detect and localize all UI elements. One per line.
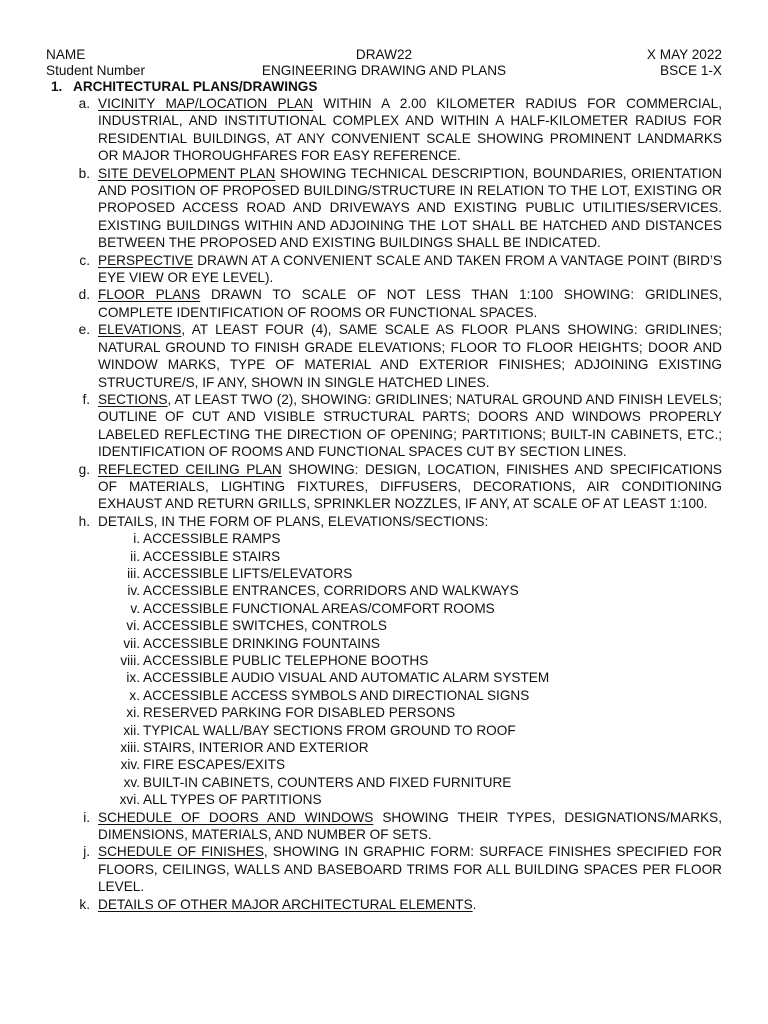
subitem-text: ACCESSIBLE SWITCHES, CONTROLS <box>143 618 387 634</box>
subitem-text: ACCESSIBLE AUDIO VISUAL AND AUTOMATIC ALARM SYSTEM <box>143 670 550 686</box>
section-number: 1. <box>51 79 63 94</box>
sublist-item <box>120 565 722 582</box>
section-title: ARCHITECTURAL PLANS/DRAWINGS <box>73 79 318 94</box>
item-title: PERSPECTIVE <box>98 252 194 268</box>
subitem-text: ACCESSIBLE DRINKING FOUNTAINS <box>143 635 380 651</box>
subitem-text: ACCESSIBLE FUNCTIONAL AREAS/COMFORT ROOMS <box>143 600 495 616</box>
item-title: SCHEDULE OF DOORS AND WINDOWS <box>98 809 374 825</box>
subitem-text: ACCESSIBLE PUBLIC TELEPHONE BOOTHS <box>143 653 429 668</box>
item-text: DRAWN TO SCALE OF NOT LESS THAN 1:100 SHOWING: GRIDLINES, COMPLETE IDENTIFICATION OF ROOMS OR FUNCTIONAL SPACES. <box>98 287 722 320</box>
subitem-text: STAIRS, INTERIOR AND EXTERIOR <box>143 740 369 756</box>
sublist-item <box>120 739 722 756</box>
subitem-text: BUILT-IN CABINETS, COUNTERS AND FIXED FURNITURE <box>143 774 512 790</box>
item-text: DRAWN AT A CONVENIENT SCALE AND TAKEN FROM A VANTAGE POINT (BIRD’S EYE VIEW OR EYE LEVEL). <box>98 252 722 286</box>
subitem-marker: xii. <box>123 722 140 738</box>
item-marker: f. <box>82 391 90 407</box>
item-title: SECTIONS <box>98 391 168 407</box>
item-text: , AT LEAST FOUR (4), SAME SCALE AS FLOOR PLANS SHOWING: GRIDLINES; NATURAL GROUND TO FINISH GRADE ELEVATIONS; FLOOR TO FLOOR HEIGHTS; DOOR AND WINDOW MARKS, TYPE OF MATERIAL AND EXTERIOR FINISHES; ADJOINING EXISTING STRUCTURE/S, IF ANY, SHOWN IN SINGLE HATCHED LINES. <box>98 322 722 390</box>
sublist-item <box>120 722 722 739</box>
course-title: ENGINEERING DRAWING AND PLANS <box>261 63 507 78</box>
sublist-item <box>120 704 722 721</box>
item-text: . <box>472 896 477 912</box>
list-item <box>76 95 722 165</box>
item-title: FLOOR PLANS <box>98 287 201 303</box>
student-number-label: Student Number <box>46 63 145 78</box>
sublist-item <box>120 791 722 808</box>
item-title: DETAILS OF OTHER MAJOR ARCHITECTURAL ELEMENTS <box>98 896 473 912</box>
list-item <box>76 809 722 844</box>
subitem-text: FIRE ESCAPES/EXITS <box>143 757 286 773</box>
list-item <box>76 513 722 809</box>
requirements-list <box>76 95 722 913</box>
list-item <box>76 391 722 461</box>
subitem-marker: ix. <box>126 670 140 686</box>
details-sublist <box>98 530 722 809</box>
sublist-item <box>120 530 722 547</box>
item-text: SHOWING TECHNICAL DESCRIPTION, BOUNDARIES, ORIENTATION AND POSITION OF PROPOSED BUILDING/STRUCTURE IN RELATION TO THE LOT, EXISTING OR PROPOSED ACCESS ROAD AND DRIVEWAYS AND EXISTING PUBLIC UTILITIES/SERVICES. EXISTING BUILDINGS WITHIN AND ADJOINING THE LOT SHALL BE HATCHED AND DISTANCES BETWEEN THE PROPOSED AND EXISTING BUILDINGS SHALL BE INDICATED. <box>98 165 722 251</box>
item-marker: c. <box>79 252 90 268</box>
subitem-marker: vi. <box>126 618 140 634</box>
sublist-item <box>120 652 722 669</box>
item-marker: a. <box>78 96 90 111</box>
subitem-text: RESERVED PARKING FOR DISABLED PERSONS <box>143 705 456 721</box>
list-item <box>76 286 722 321</box>
item-marker: d. <box>78 287 90 303</box>
name-label: NAME <box>46 47 86 62</box>
subitem-marker: i. <box>133 531 140 547</box>
subitem-text: ACCESSIBLE RAMPS <box>143 531 281 547</box>
subitem-text: ACCESSIBLE ENTRANCES, CORRIDORS AND WALKWAYS <box>143 583 519 599</box>
subitem-marker: xiii. <box>120 740 140 756</box>
list-item <box>76 843 722 895</box>
header-row-2 <box>46 62 722 79</box>
item-title: ELEVATIONS <box>98 322 182 338</box>
subitem-marker: v. <box>130 600 140 616</box>
section-label: BSCE 1-X <box>660 63 722 78</box>
subitem-marker: xv. <box>123 774 140 790</box>
subitem-marker: iii. <box>127 565 140 581</box>
subitem-text: ALL TYPES OF PARTITIONS <box>143 792 322 808</box>
sublist-item <box>120 548 722 565</box>
subitem-text: ACCESSIBLE LIFTS/ELEVATORS <box>143 565 353 581</box>
sublist-item <box>120 582 722 599</box>
list-item <box>76 165 722 252</box>
item-marker: e. <box>78 322 90 338</box>
item-text: , AT LEAST TWO (2), SHOWING: GRIDLINES; NATURAL GROUND AND FINISH LEVELS; OUTLINE OF CUT AND VISIBLE STRUCTURAL PARTS; DOORS AND WINDOWS PROPERLY LABELED REFLECTING THE DIRECTION OF OPENING; PARTITIONS; BUILT-IN CABINETS, ETC.; IDENTIFICATION OF ROOMS AND FUNCTIONAL SPACES CUT BY SECTION LINES. <box>98 391 722 460</box>
subitem-marker: vii. <box>123 635 140 651</box>
list-item <box>76 252 722 287</box>
item-marker: k. <box>79 896 90 912</box>
subitem-marker: ii. <box>130 548 140 564</box>
subitem-marker: x. <box>129 687 140 703</box>
subitem-text: ACCESSIBLE STAIRS <box>143 548 281 564</box>
item-marker: h. <box>78 513 90 529</box>
item-marker: j. <box>83 844 90 860</box>
item-text: WITHIN A 2.00 KILOMETER RADIUS FOR COMMERCIAL, INDUSTRIAL, AND INSTITUTIONAL COMPLEX AND WITHIN A HALF-KILOMETER RADIUS FOR RESIDENTIAL BUILDINGS, AT ANY CONVENIENT SCALE SHOWING PROMINENT LANDMARKS OR MAJOR THOROUGHFARES FOR EASY REFERENCE. <box>98 96 722 164</box>
header-row-1 <box>46 46 722 63</box>
sublist-item <box>120 617 722 634</box>
sublist-item <box>120 687 722 704</box>
item-text: DETAILS, IN THE FORM OF PLANS, ELEVATIONS/SECTIONS: <box>98 513 489 529</box>
list-item <box>76 896 722 913</box>
item-text: , SHOWING IN GRAPHIC FORM: SURFACE FINISHES SPECIFIED FOR FLOORS, CEILINGS, WALLS AND BASEBOARD TRIMS FOR ALL BUILDING SPACES PER FLOOR LEVEL. <box>98 844 723 895</box>
sublist-item <box>120 774 722 791</box>
item-marker: i. <box>83 809 90 825</box>
sublist-item <box>120 669 722 686</box>
sublist-item <box>120 600 722 617</box>
item-title: REFLECTED CEILING PLAN <box>98 461 282 477</box>
sublist-item <box>120 756 722 773</box>
item-marker: g. <box>78 461 90 477</box>
subitem-marker: xiv. <box>120 757 140 773</box>
item-text: SHOWING: DESIGN, LOCATION, FINISHES AND SPECIFICATIONS OF MATERIALS, LIGHTING FIXTURES, DIFFUSERS, DECORATIONS, AIR CONDITIONING EXHAUST AND RETURN GRILLS, SPRINKLER NOZZLES, IF ANY, AT SCALE OF AT LEAST 1:100. <box>98 461 722 512</box>
subitem-text: TYPICAL WALL/BAY SECTIONS FROM GROUND TO ROOF <box>143 722 516 738</box>
list-item <box>76 321 722 391</box>
subitem-marker: viii. <box>120 653 140 668</box>
subitem-marker: xvi. <box>119 792 140 808</box>
subitem-marker: iv. <box>127 583 140 599</box>
list-item <box>76 461 722 513</box>
date: X MAY 2022 <box>646 47 722 62</box>
item-title: SITE DEVELOPMENT PLAN <box>98 165 276 181</box>
course-code: DRAW22 <box>355 47 413 62</box>
item-title: VICINITY MAP/LOCATION PLAN <box>98 96 313 111</box>
item-title: SCHEDULE OF FINISHES <box>98 844 264 860</box>
sublist-item <box>120 635 722 652</box>
subitem-marker: xi. <box>126 705 140 721</box>
section-heading <box>51 78 317 95</box>
subitem-text: ACCESSIBLE ACCESS SYMBOLS AND DIRECTIONAL SIGNS <box>143 687 530 703</box>
item-marker: b. <box>78 165 90 181</box>
item-text: SHOWING THEIR TYPES, DESIGNATIONS/MARKS, DIMENSIONS, MATERIALS, AND NUMBER OF SETS. <box>98 809 722 843</box>
